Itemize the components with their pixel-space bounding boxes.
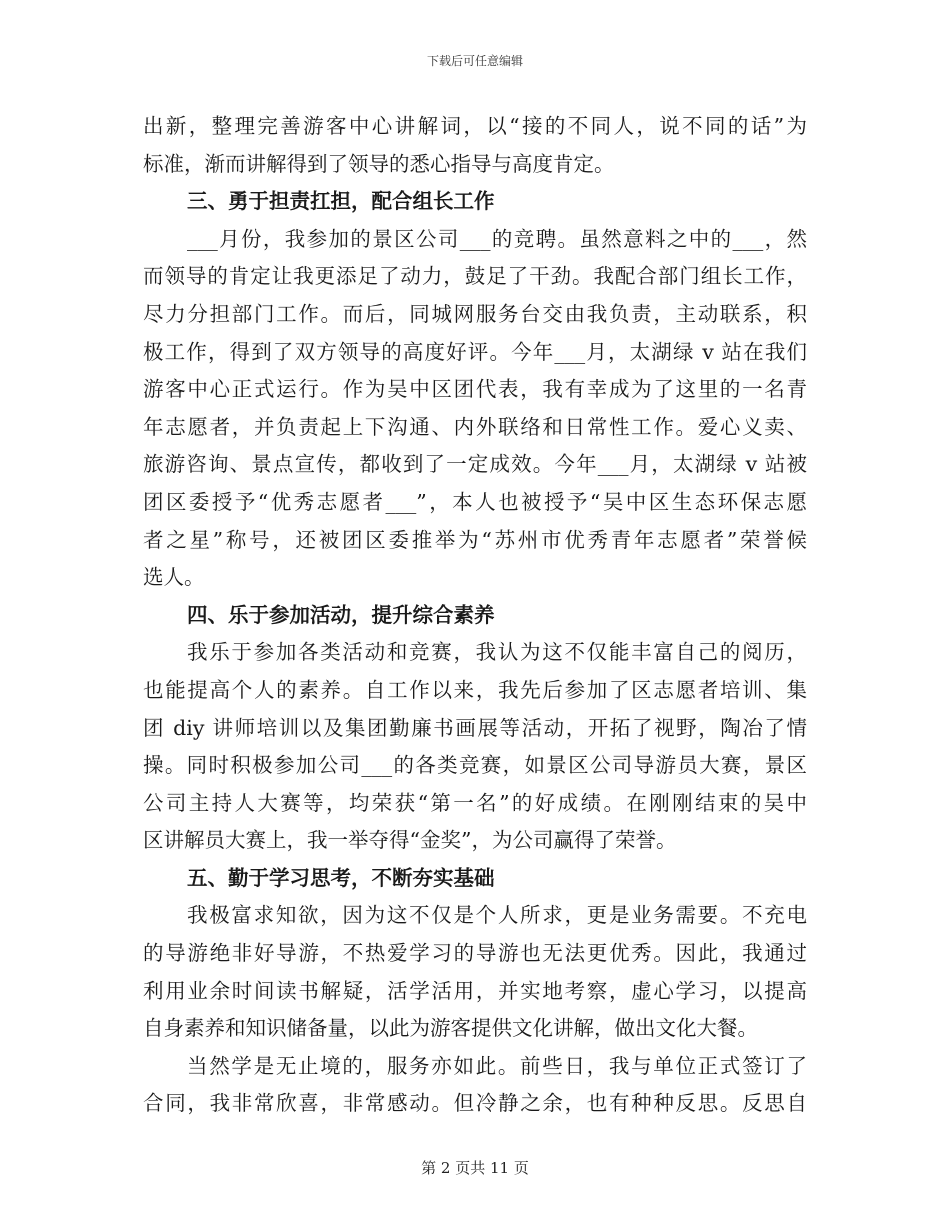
paragraph-line: 年志愿者，并负责起上下沟通、内外联络和日常性工作。爱心义卖、 (143, 414, 807, 439)
paragraph-line: 当然学是无止境的，服务亦如此。前些日，我与单位正式签订了 (187, 1053, 807, 1078)
paragraph-line: 自身素养和知识储备量，以此为游客提供文化讲解，做出文化大餐。 (143, 1016, 758, 1041)
paragraph-line: 团 diy 讲师培训以及集团勤廉书画展等活动，开拓了视野，陶冶了情 (143, 715, 807, 740)
page-footer: 第 2 页共 11 页 (421, 1159, 529, 1177)
paragraph-line: 区讲解员大赛上，我一举夺得“金奖”，为公司赢得了荣誉。 (143, 828, 677, 853)
paragraph-line: 游客中心正式运行。作为吴中区团代表，我有幸成为了这里的一名青 (143, 377, 807, 402)
section-heading: 三、勇于担责扛担，配合组长工作 (187, 189, 495, 214)
paragraph-line: 的导游绝非好导游，不热爱学习的导游也无法更优秀。因此，我通过 (143, 941, 807, 966)
paragraph-line: 我乐于参加各类活动和竞赛，我认为这不仅能丰富自己的阅历， (187, 640, 807, 665)
paragraph-line: 公司主持人大赛等，均荣获“第一名”的好成绩。在刚刚结束的吴中 (143, 790, 807, 815)
paragraph-line: 我极富求知欲，因为这不仅是个人所求，更是业务需要。不充电 (187, 903, 807, 928)
paragraph-line: 利用业余时间读书解疑，活学活用，并实地考察，虚心学习，以提高 (143, 978, 807, 1003)
section-heading: 四、乐于参加活动，提升综合素养 (187, 602, 495, 627)
paragraph-line: 出新，整理完善游客中心讲解词，以“接的不同人，说不同的话”为 (143, 114, 807, 138)
paragraph-line: 旅游咨询、景点宣传，都收到了一定成效。今年___月，太湖绿 v 站被 (143, 452, 807, 477)
paragraph-line: 选人。 (143, 565, 205, 590)
paragraph-line: 团区委授予“优秀志愿者___”，本人也被授予“吴中区生态环保志愿 (143, 489, 807, 514)
paragraph-line: 而领导的肯定让我更添足了动力，鼓足了干劲。我配合部门组长工作， (143, 264, 807, 289)
paragraph-line: ___月份，我参加的景区公司___的竞聘。虽然意料之中的___，然 (187, 226, 807, 251)
paragraph-line: 尽力分担部门工作。而后，同城网服务台交由我负责，主动联系，积 (143, 301, 807, 326)
paragraph-line: 操。同时积极参加公司___的各类竞赛，如景区公司导游员大赛，景区 (143, 753, 807, 778)
document-body (143, 108, 807, 1123)
section-heading: 五、勤于学习思考，不断夯实基础 (187, 865, 495, 890)
paragraph-line: 也能提高个人的素养。自工作以来，我先后参加了区志愿者培训、集 (143, 677, 807, 702)
paragraph-line: 合同，我非常欣喜，非常感动。但冷静之余，也有种种反思。反思自 (143, 1091, 807, 1116)
paragraph-line: 者之星”称号，还被团区委推举为“苏州市优秀青年志愿者”荣誉候 (143, 527, 807, 552)
paragraph-line: 极工作，得到了双方领导的高度好评。今年___月，太湖绿 v 站在我们 (143, 339, 807, 364)
paragraph-line: 标准，渐而讲解得到了领导的悉心指导与高度肯定。 (143, 151, 615, 176)
page-header: 下载后可任意编辑 (426, 54, 523, 68)
